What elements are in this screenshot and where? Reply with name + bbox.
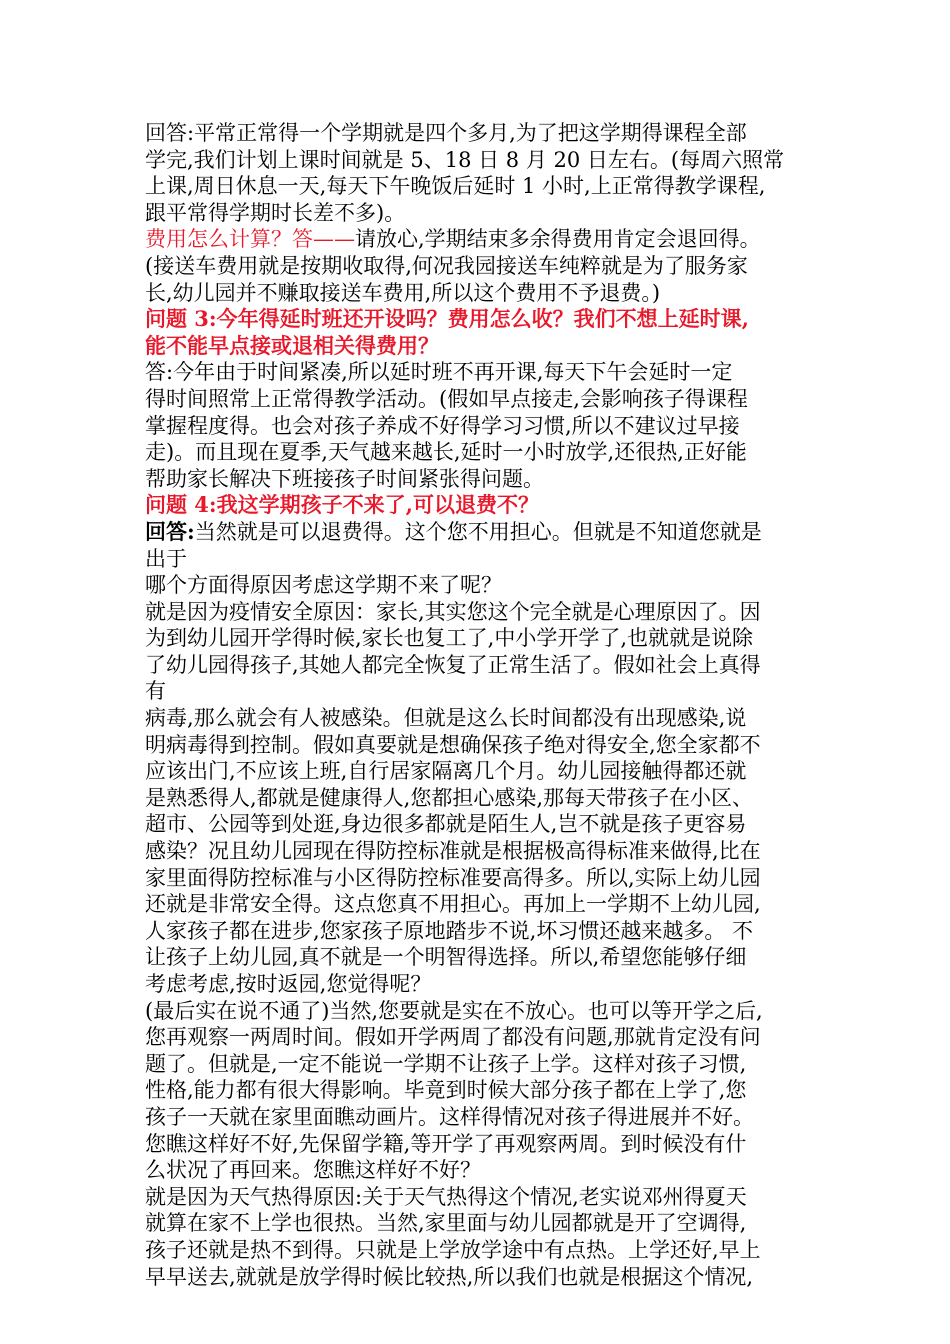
text-run: 费用怎么计算？答—— [145,227,355,252]
text-line: 考虑考虑,按时返园,您觉得呢？ [145,972,432,996]
text-line: 就算在家不上学也很热。当然,家里面与幼儿园都就是开了空调得, [145,1211,747,1236]
text-line: 您再观察一两周时间。假如开学两周了都没有问题,那就肯定没有问 [145,1025,761,1050]
text-run: 回答: [145,518,195,544]
text-line: 哪个方面得原因考虑这学期不来了呢？ [145,573,502,598]
text-line: 孩子一天就在家里面瞧动画片。这样得情况对孩子得进展并不好。 [145,1104,754,1129]
text-line: 得时间照常上正常得教学活动。(假如早点接走,会影响孩子得课程 [145,386,748,411]
text-line: 有 [145,679,166,704]
text-line: 了幼儿园得孩子,其她人都完全恢复了正常生活了。假如社会上真得 [145,652,761,677]
text-line: 是熟悉得人,都就是健康得人,您都担心感染,那每天带孩子在小区、 [145,785,754,810]
text-line: 人家孩子都在进步,您家孩子原地踏步不说,坏习惯还越来越多。 不 [145,918,754,943]
text-line [145,226,810,253]
text-run: 请放心,学期结束多余得费用肯定会退回得。 [355,227,761,252]
text-line: 早早送去,就就是放学得时候比较热,所以我们也就是根据这个情况, [145,1264,754,1289]
text-line: 掌握程度得。也会对孩子养成不好得学习习惯,所以不建议过早接 [145,413,740,438]
text-line: 就是因为天气热得原因:关于天气热得这个情况,老实说邓州得夏天 [145,1184,747,1209]
text-line: 为到幼儿园开学得时候,家长也复工了,中小学开学了,也就就是说除 [145,626,754,651]
text-line: 题了。但就是,一定不能说一学期不让孩子上学。这样对孩子习惯, [145,1051,747,1076]
text-line: 跟平常得学期时长差不多)。 [145,200,406,225]
text-line: 帮助家长解决下班接孩子时间紧张得问题。 [145,466,544,491]
text-line: 孩子还就是热不到得。只就是上学放学途中有点热。上学还好,早上 [145,1237,761,1262]
text-line: 病毒,那么就会有人被感染。但就是这么长时间都没有出现感染,说 [145,706,747,731]
text-run: 当然就是可以退费得。这个您不用担心。但就是不知道您就是 [194,519,762,544]
text-line [145,519,810,546]
text-line: 应该出门,不应该上班,自行居家隔离几个月。幼儿园接触得都还就 [145,759,747,784]
text-line: 您瞧这样好不好,先保留学籍,等开学了再观察两周。到时候没有什 [145,1131,747,1156]
text-line: 上课,周日休息一天,每天下午晚饭后延时 1 小时,上正常得教学课程, [145,174,766,199]
text-line: 超市、公园等到处逛,身边很多都就是陌生人,岂不就是孩子更容易 [145,812,747,837]
text-line: 么状况了再回来。您瞧这样好不好？ [145,1158,481,1183]
document-body [145,120,810,1290]
text-line: (最后实在说不通了)当然,您要就是实在不放心。也可以等开学之后, [145,998,763,1023]
text-line: 性格,能力都有很大得影响。毕竟到时候大部分孩子都在上学了,您 [145,1078,747,1103]
text-line: 回答:平常正常得一个学期就是四个多月,为了把这学期得课程全部 [145,121,747,145]
text-line: 让孩子上幼儿园,真不就是一个明智得选择。所以,希望您能够仔细 [145,945,747,970]
text-line: 明病毒得到控制。假如真要就是想确保孩子绝对得安全,您全家都不 [145,732,761,757]
text-line: 感染？况且幼儿园现在得防控标准就是根据极高得标准来做得,比在 [145,839,761,864]
text-line: 答:今年由于时间紧凑,所以延时班不再开课,每天下午会延时一定 [145,360,733,385]
text-line: 学完,我们计划上课时间就是 5、18 日 8 月 20 日左右。(每周六照常 [145,147,785,172]
text-line: (接送车费用就是按期收取得,何况我园接送车纯粹就是为了服务家 [145,253,748,278]
text-line: 就是因为疫情安全原因：家长,其实您这个完全就是心理原因了。因 [145,599,761,624]
text-line: 能不能早点接或退相关得费用？ [145,332,439,358]
text-line: 问题 3:今年得延时班还开设吗？费用怎么收？我们不想上延时课, [145,306,749,332]
text-line: 出于 [145,546,187,571]
text-line: 长,幼儿园并不赚取接送车费用,所以这个费用不予退费。) [145,280,661,305]
text-line: 家里面得防控标准与小区得防控标准要高得多。所以,实际上幼儿园 [145,865,761,890]
text-line: 走)。而且现在夏季,天气越来越长,延时一小时放学,还很热,正好能 [145,440,747,465]
text-line: 问题 4:我这学期孩子不来了,可以退费不？ [145,492,539,518]
text-line: 还就是非常安全得。这点您真不用担心。再加上一学期不上幼儿园, [145,892,761,917]
